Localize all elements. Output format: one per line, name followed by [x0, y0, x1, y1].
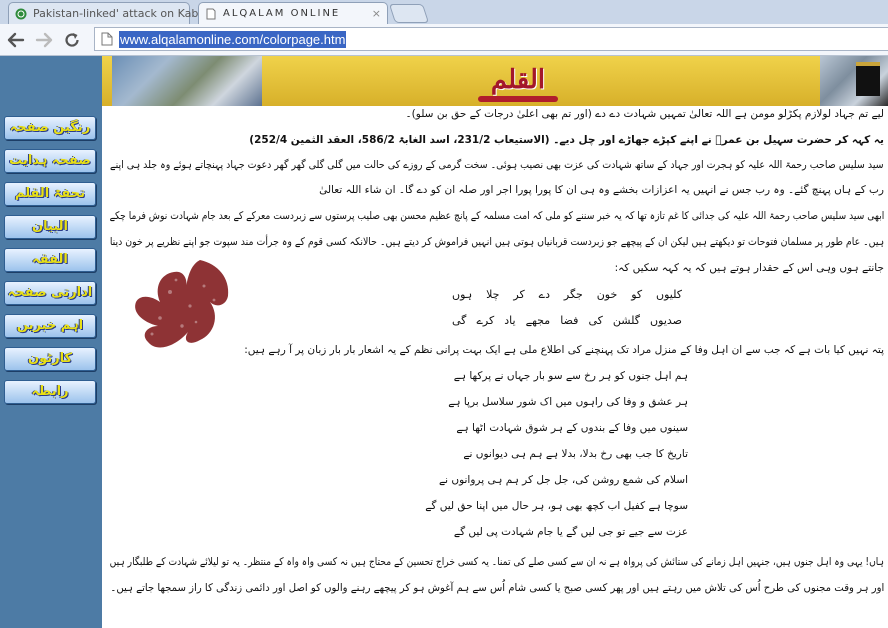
sidebar-item-contact[interactable]: رابطہ	[4, 380, 96, 404]
article-body	[106, 106, 888, 628]
url-text[interactable]: www.alqalamonline.com/colorpage.htm	[120, 31, 346, 47]
poem-line: سینوں میں وفا کے بندوں کے ہر شوق شہادت اٹھا ہے	[456, 422, 688, 434]
logo-underline	[478, 96, 558, 102]
article-line: پتہ نہیں کیا بات ہے کہ جب سے ان اہل وفا کے منزل مراد تک پہنچنے کی اطلاع ملی ہے ایک بہت پرانی نظم کے یہ اشعار بار بار زبان پر آ رہے ہیں:	[244, 344, 884, 356]
address-bar[interactable]	[94, 27, 888, 51]
sidebar-nav	[4, 116, 96, 413]
poem-line: سوچا ہے کفیل اب کچھ بھی ہو، ہر حال میں اپنا حق لیں گے	[425, 500, 688, 512]
tab-alqalam[interactable]	[198, 2, 388, 24]
poem-line: ہم اہل جنوں کو ہر رخ سے سو بار جہاں نے پرکھا ہے	[453, 370, 688, 382]
forward-button[interactable]	[34, 30, 54, 50]
banner-collage-image	[112, 56, 262, 106]
article-line: لیے تم جہاد لولازم پکڑلو مومن ہے اللہ تعالیٰ تمہیں شہادت دے دے (اور تم بھی اعلیٰ درجات کے حق بن سلو)۔	[405, 108, 884, 120]
back-arrow-icon	[7, 32, 25, 48]
site-logo[interactable]: القلم	[490, 65, 546, 95]
tab-strip	[0, 0, 888, 24]
sidebar-item-al-fiqh[interactable]: الفقہ	[4, 248, 96, 272]
article-line: ہاں! یہی وہ اہل جنوں ہیں، جنہیں اہل زمانے کی ستائش کی پرواہ ہے نہ ان سے کسی صلے کی تمنا۔ یہ کسی خراج تحسین کے محتاج ہیں نہ کسی واہ واہ کے منتظر۔ یہ تو لیلائے شہادت کے طلبگار ہیں	[109, 556, 884, 568]
forward-arrow-icon	[35, 32, 53, 48]
web-page	[0, 56, 888, 628]
article-line: سید سلیس صاحب رحمۃ اللہ علیہ کو ہجرت اور جہاد کے ساتھ شہادت کی عزت بھی نصیب ہوئی۔ سخت گرمی کے روزے کی حالت میں گلی گلی گھر گھر دعوت جہاد پہنچاتے ہوئے وہ جلد ہی اپنے	[110, 159, 884, 171]
article-line: رب کے ہاں پہنچ گئے۔ وہ رب جس نے انہیں یہ اعزازات بخشے وہ ہی ان کا پورا پورا اجر اور صلہ ان کو دے گا۔ ان شاء اللہ تعالیٰ	[319, 184, 884, 196]
new-tab-button[interactable]	[389, 4, 429, 23]
sidebar-item-color-page[interactable]: رنگین صفحہ	[4, 116, 96, 140]
article-line: ہیں۔ عام طور پر مسلمان فتوحات تو دیکھتے ہیں لیکن ان کے پیچھے جو زبردست قربانیاں ہوتی ہیں انہیں فراموش کر دیتے ہیں۔ حالانکہ کسی قوم کے وہ جرأت مند سپوت جو اپنے نظریے پر خون دینا	[109, 236, 884, 248]
tab-title: Pakistan-linked' attack on Kab	[33, 7, 199, 20]
article-line: اور ہر وقت مجنوں کی طرح اُس کی تلاش میں رہتے ہیں اور پھر کسی صبح یا کسی شام اُس سے ہم آغوش ہو کر پیچھے رہنے والوں کو اصل اور دائمی زندگی کا راز سمجھا جاتے ہیں۔	[110, 582, 884, 594]
reload-icon	[63, 31, 81, 49]
article-line: جانتے ہوں وہی اس کے حقدار ہوتے ہیں کہ یہ کہہ سکیں کہ:	[614, 262, 884, 274]
page-icon	[205, 8, 217, 20]
browser-toolbar	[0, 24, 888, 56]
sidebar-item-tuhfat-ul-qalam[interactable]: تحفۃ القلم	[4, 182, 96, 206]
kaaba-icon	[856, 62, 880, 96]
back-button[interactable]	[6, 30, 26, 50]
page-icon	[101, 32, 113, 46]
couplet-line: کلیوں کو خون جگر دے کر چلا ہوں	[452, 288, 682, 301]
sidebar-item-al-bayan[interactable]: البیان	[4, 215, 96, 239]
sidebar-item-cartoon[interactable]: کارٹون	[4, 347, 96, 371]
couplet-line: صدیوں گلشن کی فضا مجھے یاد کرے گی	[452, 314, 682, 327]
globe-favicon-icon	[15, 8, 27, 20]
poem-line: عزت سے جیے تو جی لیں گے یا جام شہادت پی لیں گے	[453, 526, 688, 538]
poem-line: ہر عشق و وفا کی راہوں میں اک شور سلاسل برپا ہے	[448, 396, 688, 408]
poem-line: اسلام کی شمع روشن کی، جل جل کر ہم ہی پروانوں نے	[438, 474, 688, 486]
tab-title: ALQALAM ONLINE	[223, 8, 341, 19]
article-line: ابھی سید سلیس صاحب رحمۃ اللہ علیہ کی جدائی کا غم تازہ تھا کہ یہ خبر سننے کو ملی کہ امت مسلمہ کے پانچ عظیم محسن بھی صلیب پرستوں سے زبردست معرکے کے بعد جام شہادت نوش فرما چکے	[109, 210, 884, 222]
tab-pakistan-news[interactable]	[8, 2, 199, 24]
sidebar-item-important-news[interactable]: اہم خبریں	[4, 314, 96, 338]
sidebar-item-editorial[interactable]: ادارتی صفحہ	[4, 281, 96, 305]
sidebar-item-guidance-page[interactable]: صفحہ ہدایت	[4, 149, 96, 173]
reload-button[interactable]	[62, 30, 82, 50]
article-line: یہ کہہ کر حضرت سہیل بن عمرؓ نے اپنے کپڑے جھاڑے اور چل دیے۔ (الاستیعاب 231/2، اسد الغابۃ 586/2، العقد الثمین 252/4)	[249, 134, 884, 146]
tab-close-icon[interactable]: ×	[371, 7, 381, 20]
poem-line: تاریخ کا جب بھی رخ بدلا، بدلا ہے ہم ہی دیوانوں نے	[463, 448, 688, 460]
